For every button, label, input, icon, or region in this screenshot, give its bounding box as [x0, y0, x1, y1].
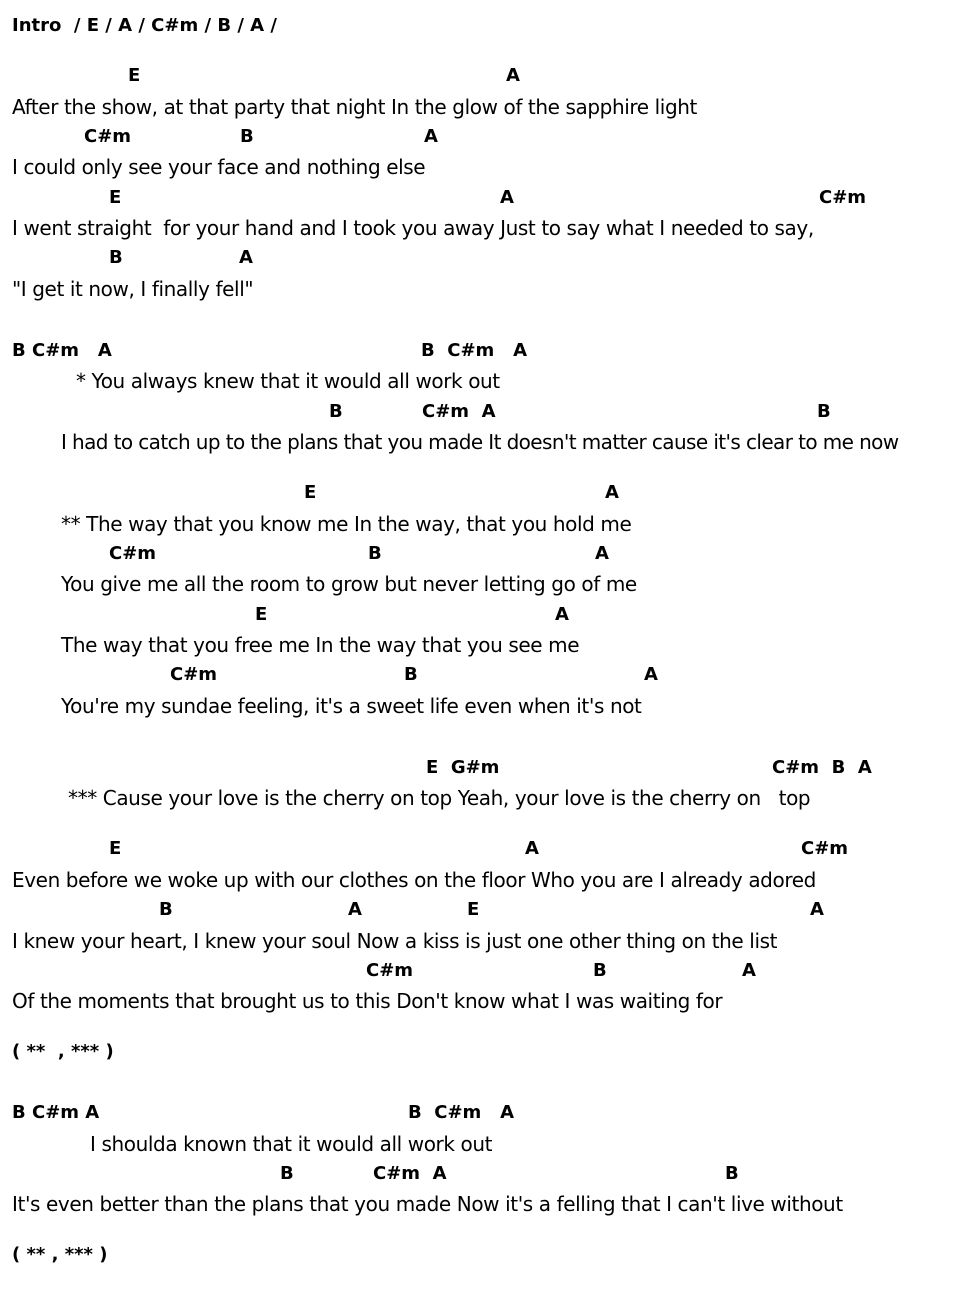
lyric-line: I had to catch up to the plans that you made It doesn't matter cause it's clear to me now — [61, 430, 899, 454]
chord: E — [467, 899, 480, 920]
chord: C#m B A — [772, 757, 872, 778]
lyric-line: Of the moments that brought us to this Don't know what I was waiting for — [12, 989, 723, 1013]
chord: B — [725, 1163, 739, 1184]
chord: C#m — [819, 187, 867, 208]
chord: A — [424, 126, 438, 147]
chord: C#m — [109, 543, 157, 564]
chord: A — [605, 482, 619, 503]
chord: B — [329, 401, 343, 422]
lyric-line: I went straight for your hand and I took you away Just to say what I needed to say, — [12, 216, 814, 240]
lyric-line: I knew your heart, I knew your soul Now a kiss is just one other thing on the list — [12, 929, 778, 953]
chord: C#m — [366, 960, 414, 981]
intro-line: Intro / E / A / C#m / B / A / — [12, 15, 277, 36]
chord: C#m A — [422, 401, 496, 422]
lyric-line: *** Cause your love is the cherry on top Yeah, your love is the cherry on top — [68, 786, 811, 810]
chord: C#m — [170, 664, 218, 685]
repeat-marker: ( ** , *** ) — [12, 1244, 108, 1265]
lyric-line: Even before we woke up with our clothes on the floor Who you are I already adored — [12, 868, 816, 892]
lyric-line: You're my sundae feeling, it's a sweet life even when it's not — [61, 694, 642, 718]
lyric-line: "I get it now, I finally fell" — [12, 277, 254, 301]
chord: A — [742, 960, 756, 981]
chord: B — [817, 401, 831, 422]
chord: E — [109, 187, 122, 208]
chord: A — [810, 899, 824, 920]
lyric-line: I could only see your face and nothing else — [12, 155, 426, 179]
chord: C#m A — [373, 1163, 447, 1184]
chord: A — [644, 664, 658, 685]
lyric-line: * You always knew that it would all work out — [76, 369, 500, 393]
chord: E — [304, 482, 317, 503]
chord: B — [240, 126, 254, 147]
chord: B — [368, 543, 382, 564]
chord: A — [525, 838, 539, 859]
lyric-line: The way that you free me In the way that you see me — [61, 633, 580, 657]
chord: C#m — [801, 838, 849, 859]
chord: E — [128, 65, 141, 86]
chord: E — [255, 604, 268, 625]
chord: B — [280, 1163, 294, 1184]
chord: A — [500, 187, 514, 208]
chord: B — [404, 664, 418, 685]
chord: B C#m A — [12, 1102, 100, 1123]
chord: A — [506, 65, 520, 86]
lyric-line: It's even better than the plans that you made Now it's a felling that I can't live without — [12, 1192, 843, 1216]
chord: C#m — [84, 126, 132, 147]
chord: A — [348, 899, 362, 920]
chord: B C#m A — [408, 1102, 515, 1123]
chord: A — [555, 604, 569, 625]
lyric-line: You give me all the room to grow but never letting go of me — [61, 572, 637, 596]
lyric-line: After the show, at that party that night In the glow of the sapphire light — [12, 95, 697, 119]
chord: E G#m — [426, 757, 500, 778]
lyric-line: I shoulda known that it would all work out — [90, 1132, 493, 1156]
chord: B C#m A — [12, 340, 112, 361]
chord: B — [593, 960, 607, 981]
chord: B — [159, 899, 173, 920]
chord: A — [595, 543, 609, 564]
chord: E — [109, 838, 122, 859]
chord: B — [109, 247, 123, 268]
chord: B C#m A — [421, 340, 528, 361]
repeat-marker: ( ** , *** ) — [12, 1041, 114, 1062]
lyric-line: ** The way that you know me In the way, that you hold me — [61, 512, 632, 536]
chord: A — [239, 247, 253, 268]
